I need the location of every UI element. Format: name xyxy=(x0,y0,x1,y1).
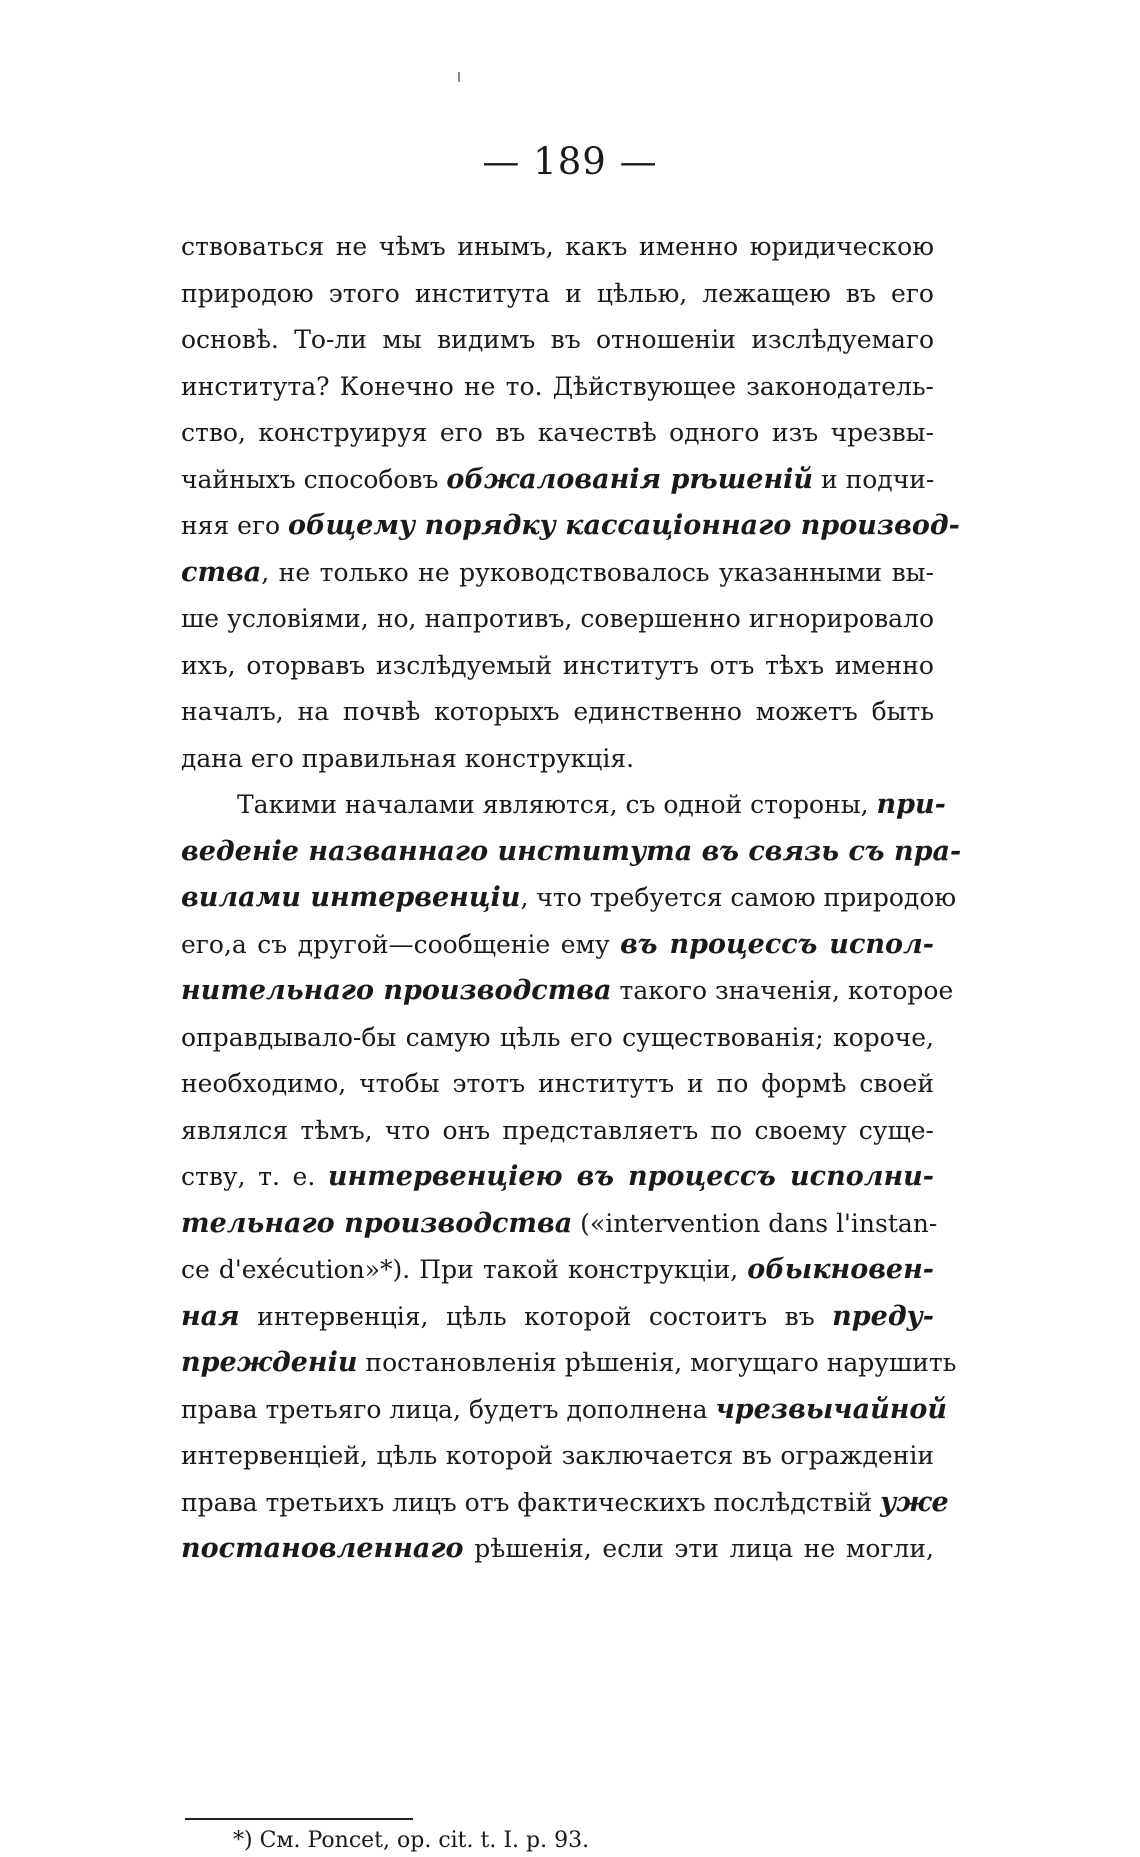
emphasis-text: преду- xyxy=(832,1300,934,1332)
text-line xyxy=(181,875,957,922)
text-line: ше условіями, но, напротивъ, совершенно игнорировало xyxy=(181,604,934,633)
text-line xyxy=(181,829,962,876)
emphasis-text: чрезвычайной xyxy=(715,1393,948,1425)
emphasis-text: при- xyxy=(876,789,946,820)
text-run: , не только не руководствовалось указанными вы- xyxy=(261,557,934,587)
text-run: , что требуется самою природою xyxy=(520,883,957,912)
text-line xyxy=(181,782,946,829)
text-run: его,а съ другой—сообщеніе ему xyxy=(181,929,621,959)
text-run: такого значенія, которое xyxy=(611,976,954,1005)
text-line: оправдывало-бы самую цѣль его существованія; короче, xyxy=(181,1022,934,1052)
text-line: института? Конечно не то. Дѣйствующее законодатель- xyxy=(181,371,934,401)
footnote: *) См. Poncet, op. cit. t. I. p. 93. xyxy=(233,1828,590,1853)
text-run: няя его xyxy=(181,511,289,540)
text-line: ихъ, оторвавъ изслѣдуемый институтъ отъ тѣхъ именно xyxy=(181,650,934,680)
text-run: дана его правильная конструкція. xyxy=(181,743,635,773)
text-line xyxy=(181,736,934,783)
emphasis-text: нительнаго производства xyxy=(181,975,612,1006)
text-line xyxy=(181,550,934,597)
emphasis-text: веденіе названнаго института въ связь съ пра- xyxy=(181,835,962,867)
paper-speck xyxy=(458,72,460,82)
emphasis-text: прежденіи xyxy=(181,1347,358,1378)
text-line xyxy=(181,1340,957,1387)
text-line: природою этого института и цѣлью, лежащею въ его xyxy=(181,278,934,308)
emphasis-text: въ процессъ испол- xyxy=(620,928,934,960)
text-run: Такими началами являются, съ одной стороны, xyxy=(237,790,877,819)
text-run: чайныхъ способовъ xyxy=(181,464,447,494)
text-line xyxy=(181,1387,948,1434)
text-run: интервенція, цѣль которой состоитъ въ xyxy=(239,1301,833,1331)
emphasis-text: уже xyxy=(880,1486,949,1518)
text-line: ство, конструируя его въ качествѣ одного изъ чрезвы- xyxy=(181,418,934,447)
page-number: — 189 — xyxy=(482,140,658,183)
text-line xyxy=(181,1154,934,1201)
emphasis-text: тельнаго производства xyxy=(181,1207,573,1239)
text-line xyxy=(181,1480,949,1527)
text-run: права третьихъ лицъ отъ фактическихъ послѣдствій xyxy=(181,1487,881,1517)
body-text xyxy=(181,224,962,1573)
emphasis-text: ства xyxy=(181,556,262,588)
text-line xyxy=(181,1294,934,1341)
text-run: («intervention dans l'instan- xyxy=(572,1208,938,1238)
text-line xyxy=(181,1201,938,1248)
text-run: права третьяго лица, будетъ дополнена xyxy=(181,1394,716,1424)
text-line: основѣ. То-ли мы видимъ въ отношеніи изслѣдуемаго xyxy=(181,325,934,354)
text-line: ствоваться не чѣмъ инымъ, какъ именно юридическою xyxy=(181,232,934,261)
text-line xyxy=(181,503,960,550)
emphasis-text: обжалованія рѣшеній xyxy=(446,463,814,495)
text-line xyxy=(181,1247,934,1294)
text-line xyxy=(181,457,934,504)
text-run: и подчи- xyxy=(813,464,935,494)
text-line: необходимо, чтобы этотъ институтъ и по формѣ своей xyxy=(181,1069,934,1098)
emphasis-text: вилами интервенціи xyxy=(181,882,521,913)
text-line xyxy=(181,1526,934,1573)
footnote-rule xyxy=(185,1818,413,1820)
text-run: рѣшенія, если эти лица не могли, xyxy=(463,1534,934,1563)
emphasis-text: интервенціею въ процессъ исполни- xyxy=(327,1161,934,1192)
text-line: являлся тѣмъ, что онъ представляетъ по своему суще- xyxy=(181,1115,934,1145)
text-line xyxy=(181,968,954,1015)
text-run: постановленія рѣшенія, могущаго нарушить xyxy=(357,1348,957,1377)
emphasis-text: обыкновен- xyxy=(747,1254,934,1285)
emphasis-text: ная xyxy=(181,1300,240,1332)
emphasis-text: постановленнаго xyxy=(181,1533,464,1564)
emphasis-text: общему порядку кассаціоннаго производ- xyxy=(288,510,960,541)
text-line: началъ, на почвѣ которыхъ единственно можетъ быть xyxy=(181,697,934,726)
text-line xyxy=(181,922,934,969)
text-run: ству, т. е. xyxy=(181,1162,328,1191)
text-line: интервенціей, цѣль которой заключается въ огражденіи xyxy=(181,1441,934,1470)
text-run: ce d'exécution»*). При такой конструкціи, xyxy=(181,1255,748,1284)
